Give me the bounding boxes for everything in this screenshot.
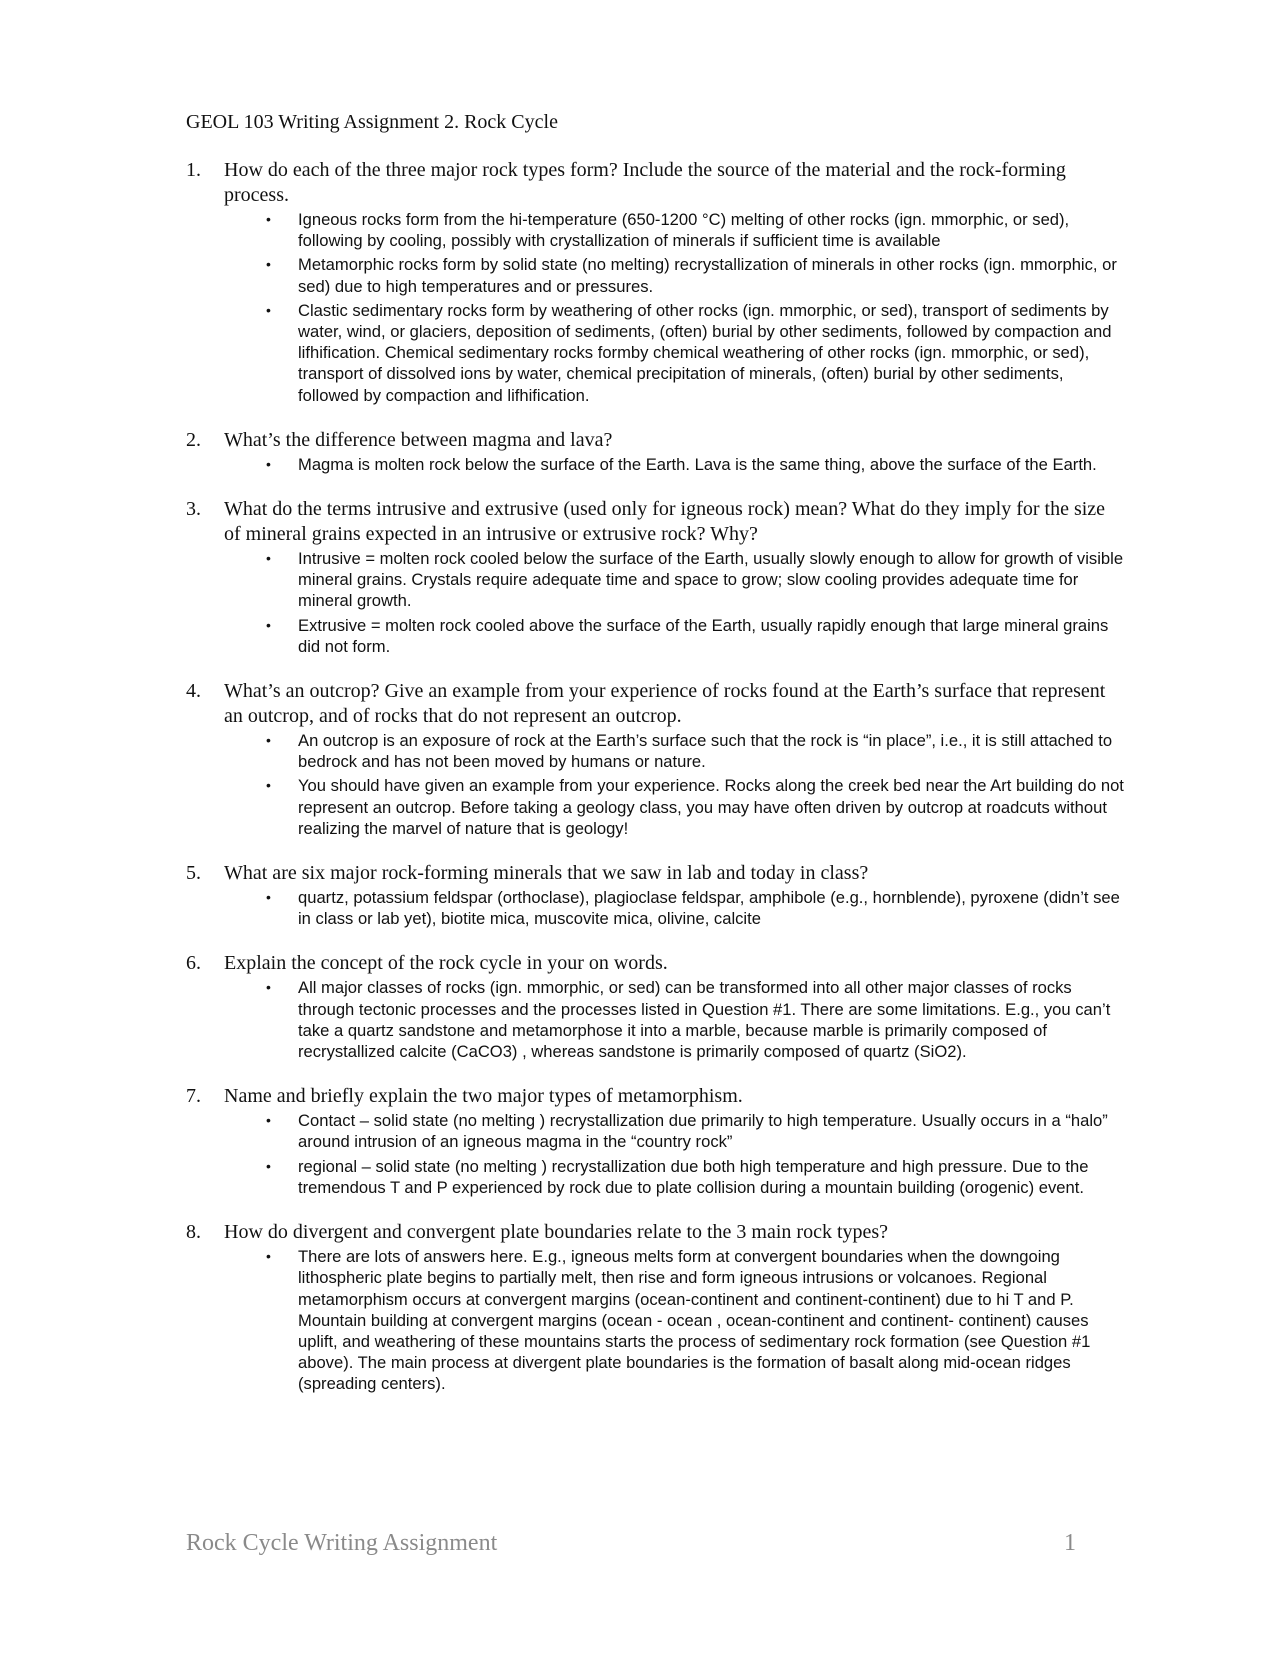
answer-list	[186, 887, 1126, 929]
answer-text: An outcrop is an exposure of rock at the Earth’s surface such that the rock is “in place”, i.e., it is still attached to bedrock and has not been moved by humans or nature.	[298, 731, 1113, 772]
bullet-icon: •	[266, 777, 271, 794]
bullet-icon: •	[266, 1112, 271, 1129]
question-item	[186, 951, 1126, 1062]
answer-bullet-item	[186, 615, 1126, 657]
question-number: 2.	[186, 428, 201, 451]
answer-text: You should have given an example from your experience. Rocks along the creek bed near the Art building do not represent an outcrop. Before taking a geology class, you may have often driven by outcrop at roadcuts without realizing the marvel of nature that is geology!	[298, 776, 1124, 838]
answer-text: Igneous rocks form from the hi-temperature (650-1200 °C) melting of other rocks (ign. mmorphic, or sed), following by cooling, possibly with crystallization of minerals if sufficient time is available	[298, 210, 1070, 251]
question-text: What do the terms intrusive and extrusive (used only for igneous rock) mean? What do they imply for the size of mineral grains expected in an intrusive or extrusive rock? Why?	[224, 498, 1106, 546]
question-item	[186, 158, 1126, 406]
bullet-icon: •	[266, 211, 271, 227]
answer-bullet-item	[186, 775, 1126, 839]
question-text: What are six major rock-forming minerals that we saw in lab and today in class?	[224, 862, 869, 885]
answer-text: There are lots of answers here. E.g., igneous melts form at convergent boundaries when the downgoing lithospheric plate begins to partially melt, then rise and form igneous intrusions or volcanoes. Regional metamorphism occurs at convergent margins (ocean-continent and continent-continent) due to hi T and P. Mountain building at convergent margins (ocean - ocean , ocean-continent and continent- continent) causes uplift, and weathering of these mountains starts the process of sedimentary rock formation (see Question #1 above). The main process at divergent plate boundaries is the formation of basalt along mid-ocean ridges (spreading centers).	[298, 1247, 1091, 1394]
question-text: What’s the difference between magma and lava?	[224, 428, 613, 451]
question-text: What’s an outcrop? Give an example from your experience of rocks found at the Earth’s surface that represent an outcrop, and of rocks that do not represent an outcrop.	[224, 680, 1106, 728]
answer-list	[186, 1246, 1126, 1394]
question-item	[186, 1220, 1126, 1394]
bullet-icon: •	[266, 1248, 271, 1265]
bullet-icon: •	[266, 889, 271, 906]
answer-bullet-item	[186, 300, 1126, 406]
question-item	[186, 1084, 1126, 1198]
question-heading	[186, 679, 1126, 729]
answer-bullet-item	[186, 1156, 1126, 1198]
answer-text: Intrusive = molten rock cooled below the surface of the Earth, usually slowly enough to allow for growth of visible mineral grains. Crystals require adequate time and space to grow; slow cooling provides adequate time for mineral growth.	[298, 549, 1124, 611]
question-number: 6.	[186, 952, 201, 975]
question-text: How do divergent and convergent plate boundaries relate to the 3 main rock types?	[224, 1221, 889, 1244]
bullet-icon: •	[266, 732, 271, 749]
question-number: 1.	[186, 159, 201, 181]
question-text: Name and briefly explain the two major types of metamorphism.	[224, 1085, 743, 1108]
answer-text: Contact – solid state (no melting ) recrystallization due primarily to high temperature. Usually occurs in a “halo” around intrusion of an igneous magma in the “country rock”	[298, 1111, 1108, 1152]
answer-bullet-item	[186, 209, 1126, 251]
page-number: 1	[1064, 1530, 1076, 1556]
answer-list	[186, 730, 1126, 839]
answer-text: regional – solid state (no melting ) recrystallization due both high temperature and high pressure. Due to the tremendous T and P experienced by rock due to plate collision during a mountain building (orogenic) event.	[298, 1156, 1089, 1197]
answer-list	[186, 209, 1126, 406]
answer-text: Metamorphic rocks form by solid state (no melting) recrystallization of minerals in other rocks (ign. mmorphic, or sed) due to high temperatures and or pressures.	[298, 255, 1117, 296]
answer-list	[186, 454, 1126, 475]
question-number: 4.	[186, 680, 201, 703]
question-list	[186, 158, 1126, 1417]
question-number: 8.	[186, 1221, 201, 1244]
question-heading	[186, 1220, 1126, 1245]
question-number: 5.	[186, 862, 201, 885]
bullet-icon: •	[266, 301, 271, 318]
answer-text: Extrusive = molten rock cooled above the surface of the Earth, usually rapidly enough that large mineral grains did not form.	[298, 615, 1109, 656]
answer-text: quartz, potassium feldspar (orthoclase), plagioclase feldspar, amphibole (e.g., hornblende), pyroxene (didn’t see in class or lab yet), biotite mica, muscovite mica, olivine, calcite	[298, 888, 1120, 929]
answer-list	[186, 548, 1126, 657]
question-item	[186, 861, 1126, 929]
footer-title: Rock Cycle Writing Assignment	[186, 1530, 498, 1556]
bullet-icon: •	[266, 455, 271, 472]
question-item	[186, 679, 1126, 839]
answer-text: Clastic sedimentary rocks form by weathering of other rocks (ign. mmorphic, or sed), transport of sediments by water, wind, or glaciers, deposition of sediments, (often) burial by other sediments, followed by compaction and lifhification. Chemical sedimentary rocks formby chemical weathering of other rocks (ign. mmorphic, or sed), transport of dissolved ions by water, chemical precipitation of minerals, (often) burial by other sediments, followed by compaction and lifhification.	[298, 300, 1112, 405]
question-number: 3.	[186, 498, 201, 521]
question-heading	[186, 158, 1126, 208]
bullet-icon: •	[266, 1157, 271, 1174]
answer-list	[186, 1110, 1126, 1198]
question-heading	[186, 951, 1126, 976]
bullet-icon: •	[266, 979, 271, 996]
answer-bullet-item	[186, 548, 1126, 612]
question-heading	[186, 497, 1126, 547]
bullet-icon: •	[266, 256, 271, 273]
question-number: 7.	[186, 1085, 201, 1108]
bullet-icon: •	[266, 616, 271, 633]
answer-bullet-item	[186, 254, 1126, 296]
answer-bullet-item	[186, 1246, 1126, 1394]
answer-bullet-item	[186, 977, 1126, 1062]
question-heading	[186, 861, 1126, 886]
question-text: Explain the concept of the rock cycle in your on words.	[224, 952, 668, 975]
answer-text: All major classes of rocks (ign. mmorphic, or sed) can be transformed into all other major classes of rocks through tectonic processes and the processes listed in Question #1. There are some limitations. E.g., you can’t take a quartz sandstone and metamorphose it into a marble, because marble is primarily composed of recrystallized calcite (CaCO3) , whereas sandstone is primarily composed of quartz (SiO2).	[298, 978, 1111, 1062]
question-heading	[186, 428, 1126, 453]
answer-bullet-item	[186, 454, 1126, 475]
question-item	[186, 497, 1126, 657]
question-heading	[186, 1084, 1126, 1109]
question-item	[186, 428, 1126, 475]
answer-text: Magma is molten rock below the surface of the Earth. Lava is the same thing, above the surface of the Earth.	[298, 454, 1097, 474]
answer-bullet-item	[186, 730, 1126, 772]
answer-bullet-item	[186, 1110, 1126, 1152]
answer-bullet-item	[186, 887, 1126, 929]
bullet-icon: •	[266, 550, 271, 567]
page-title: GEOL 103 Writing Assignment 2. Rock Cycle	[186, 111, 558, 133]
question-text: How do each of the three major rock types form? Include the source of the material and the rock-forming process.	[224, 159, 1066, 206]
answer-list	[186, 977, 1126, 1062]
